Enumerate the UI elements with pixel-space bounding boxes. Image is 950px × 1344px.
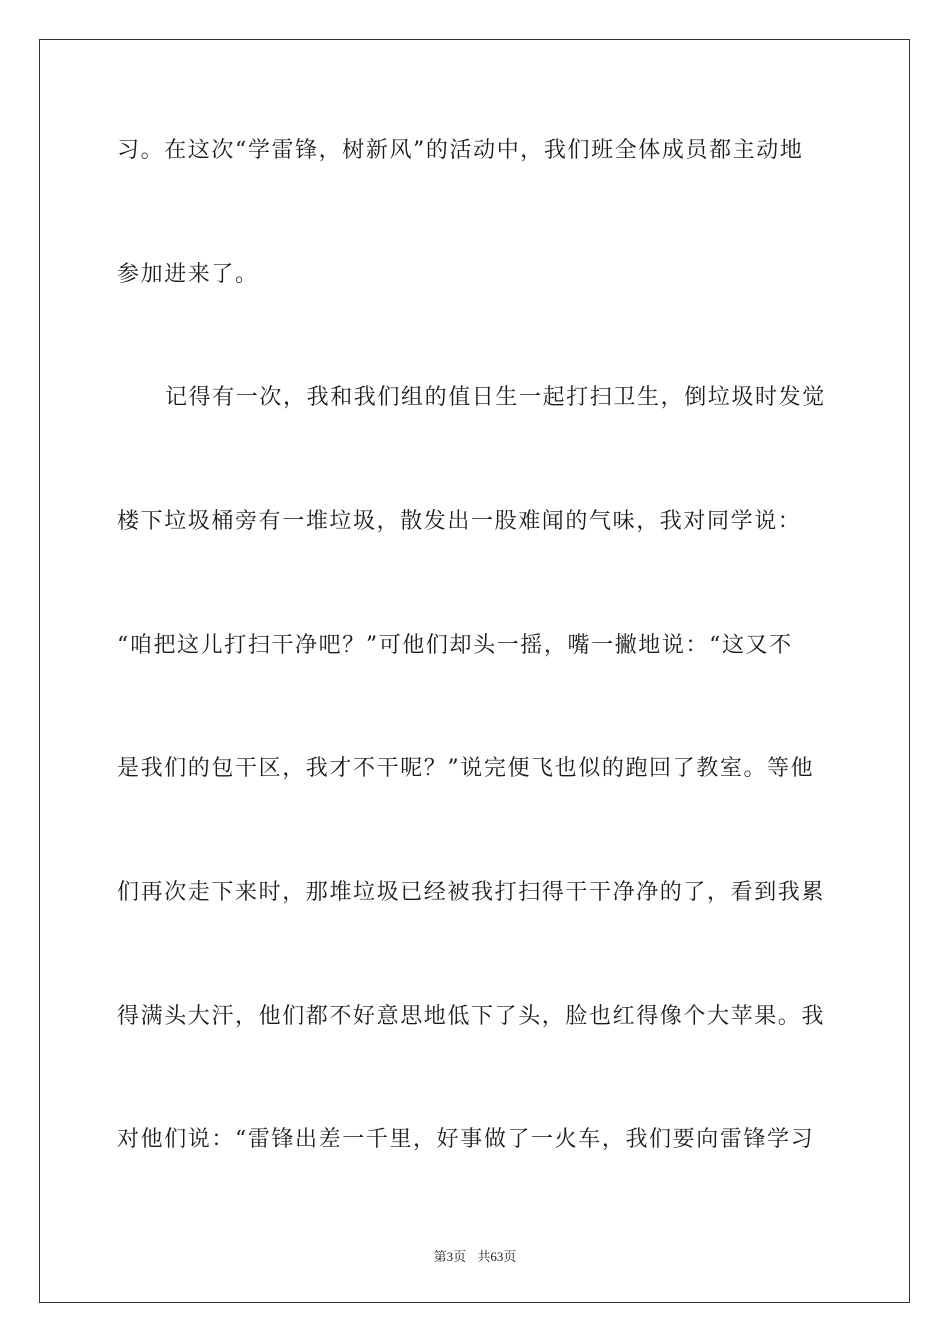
body-line-5: “咱把这儿打扫干净吧？”可他们却头一摇，嘴一撇地说：“这又不 <box>117 633 793 658</box>
total-pages: 共63页 <box>477 1249 517 1264</box>
body-line-3: 记得有一次，我和我们组的值日生一起打扫卫生，倒垃圾时发觉 <box>165 385 826 410</box>
body-line-2: 参加进来了。 <box>117 262 259 287</box>
body-line-9: 对他们说：“雷锋出差一千里，好事做了一火车，我们要向雷锋学习 <box>117 1127 815 1152</box>
page-number: 第3页 <box>433 1249 467 1264</box>
body-line-6: 是我们的包干区，我才不干呢？”说完便飞也似的跑回了教室。等他 <box>117 756 815 781</box>
page-footer <box>0 1246 950 1268</box>
page-border <box>39 39 910 1303</box>
body-line-1: 习。在这次“学雷锋，树新风”的活动中，我们班全体成员都主动地 <box>117 138 804 163</box>
body-line-4: 楼下垃圾桶旁有一堆垃圾，散发出一股难闻的气味，我对同学说： <box>117 509 802 534</box>
body-line-7: 们再次走下来时，那堆垃圾已经被我打扫得干干净净的了，看到我累 <box>117 880 826 905</box>
body-line-8: 得满头大汗，他们都不好意思地低下了头，脸也红得像个大苹果。我 <box>117 1004 826 1029</box>
